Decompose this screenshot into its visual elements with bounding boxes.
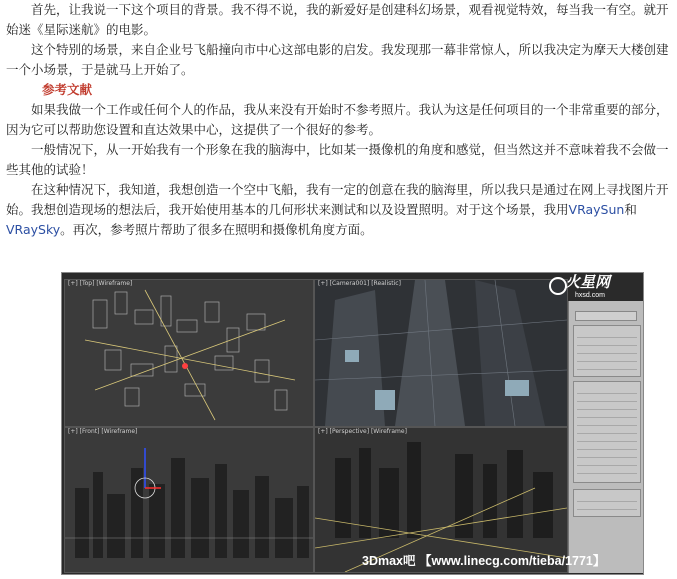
viewport-perspective-wireframe: [315, 428, 567, 572]
panel-extra-options: [573, 489, 641, 517]
vraysun-link[interactable]: VRaySun: [568, 202, 625, 217]
viewport-top-label: [+] [Top] [Wireframe]: [68, 280, 133, 287]
viewport-top-wireframe: [65, 280, 313, 426]
article-body: [6, 0, 671, 240]
paragraph-background: 首先，让我说一下这个项目的背景。我不得不说，我的新爱好是创建科幻场景，观看视觉特效，每当我一有空。就开始迷《星际迷航》的电影。: [6, 2, 669, 37]
vraysky-link[interactable]: VRaySky: [6, 222, 61, 237]
panel-header: [575, 311, 637, 321]
logo-text: 火星网: [565, 274, 611, 291]
viewport-front: [64, 427, 314, 573]
command-panel: [568, 301, 643, 573]
viewport-camera-label: [+] [Camera001] [Realistic]: [318, 280, 401, 287]
hxsd-logo: [547, 275, 639, 301]
lighting-text-end: 。再次，参考照片帮助了很多在照明和摄像机角度方面。: [60, 222, 373, 237]
logo-subtext: hxsd.com: [575, 292, 605, 299]
viewport-front-label: [+] [Front] [Wireframe]: [68, 428, 138, 435]
lighting-text-and: 和: [624, 202, 637, 217]
watermark-text: 3Dmax吧 【www.linecg.com/tieba/1771】: [362, 554, 606, 568]
viewport-front-wireframe: [65, 428, 313, 572]
paragraph-references: 如果我做一个工作或任何个人的作品，我从来没有开始时不参考照片。我认为这是任何项目的一个非常重要的部分，因为它可以帮助您设置和直达效果中心，这提供了一个很好的参考。: [6, 102, 669, 137]
paragraph-inspiration: 这个特别的场景，来自企业号飞船撞向市中心这部电影的启发。我发现那一幕非常惊人，所以我决定为摩天大楼创建一个小场景，于是就马上开始了。: [6, 42, 669, 77]
viewport-perspective-label: [+] [Perspective] [Wireframe]: [318, 428, 407, 435]
scene-screenshot: [61, 272, 644, 575]
panel-vraysun-parameters: [573, 381, 641, 483]
section-title-references: 参考文献: [42, 82, 93, 97]
paragraph-experiments: 一般情况下，从一开始我有一个形象在我的脑海中，比如某一摄像机的角度和感觉，但当然这并不意味着我不会做一些其他的试验！: [6, 142, 669, 177]
viewport-perspective: [314, 427, 568, 573]
lighting-text-start: 在这种情况下，我知道，我想创造一个空中飞船，我有一定的创意在我的脑海里，所以我只是通过在网上寻找图片开始。我想创造现场的想法后，我开始使用基本的几何形状来测试和以及设置照明。对于这个场景，我用: [6, 182, 669, 217]
panel-object-type: [573, 325, 641, 377]
paragraph-lighting: [6, 180, 671, 240]
viewport-camera-render: [315, 280, 567, 426]
viewport-camera: [314, 279, 568, 427]
viewport-top: [64, 279, 314, 427]
